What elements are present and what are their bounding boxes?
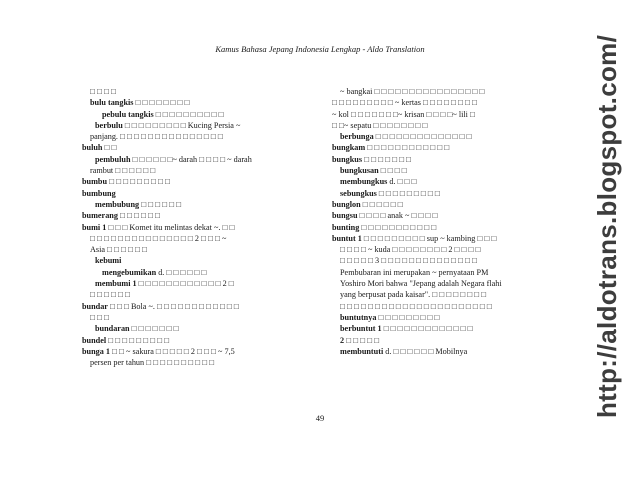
right-entry-line	[332, 154, 550, 165]
definition-text: □ □~ sepatu □ □ □ □ □ □ □ □	[332, 120, 428, 130]
right-entry-line	[332, 255, 550, 266]
definition-text: Yoshiro Mori bahwa "Jepang adalah Negara flahi	[340, 279, 502, 289]
definition-text: ~ bangkai □ □ □ □ □ □ □ □ □ □ □ □ □ □ □ □	[340, 87, 485, 96]
headword: mengebumikan	[102, 267, 157, 277]
definition-text: □ □ □ □ □ □	[139, 199, 182, 209]
definition-text: □ □ □ □ □ □ □	[362, 154, 412, 164]
definition-text: □ □ □ □ □ □ □ □ □ □ □	[359, 222, 437, 232]
left-entry-line	[82, 301, 322, 312]
left-entry-line	[82, 142, 322, 153]
definition-text: d. □ □ □	[387, 177, 417, 187]
definition-text: □ □ □ □ □ □ □ □ □ □	[153, 109, 224, 119]
right-entry-line	[332, 142, 550, 153]
definition-text: panjang. □ □ □ □ □ □ □ □ □ □ □ □ □ □ □	[90, 132, 223, 142]
definition-text: □ □ □ □ □ □ □ □ □	[376, 188, 440, 198]
headword: bumi 1	[82, 222, 107, 232]
definition-text: □ □ □ □ anak ~ □ □ □ □	[357, 211, 438, 221]
definition-text: □ □ □ □ □ □~ darah □ □ □ □ ~ darah	[130, 154, 252, 164]
left-entry-line	[82, 312, 322, 323]
headword: bunting	[332, 222, 360, 232]
right-entry-line	[332, 131, 550, 142]
definition-text: ~ kol □ □ □ □ □ □ □~ krisan □ □ □ □~ lili □	[332, 109, 475, 119]
right-entry-line	[332, 97, 550, 108]
definition-text: □ □ □ □ □ □ □ □ □ □ □ □	[365, 143, 450, 153]
headword: bungkus	[332, 154, 363, 164]
definition-text: □ □ □ □ □ □ □	[129, 324, 179, 334]
definition-text: □ □ □ □ □ □ □ □ □ □ □ □ □ □	[373, 132, 472, 142]
right-entry-line	[332, 323, 550, 334]
headword: bundar	[82, 301, 108, 311]
headword: bumbung	[82, 188, 116, 198]
left-entry-line	[82, 335, 322, 346]
page-number: 49	[315, 413, 325, 423]
headword: bungsu	[332, 211, 358, 221]
left-entry-line	[82, 199, 322, 210]
headword: membungkus	[340, 177, 388, 187]
definition-text: □ □ □ □ □	[344, 335, 380, 345]
right-entry-line	[332, 267, 550, 278]
definition-text: □ □ □ □ ~ kuda □ □ □ □ □ □ □ □ 2 □ □ □ □	[340, 245, 481, 255]
definition-text: □ □ □ □	[90, 87, 116, 96]
definition-text: persen per tahun □ □ □ □ □ □ □ □ □ □	[90, 358, 215, 368]
left-entry-line	[82, 222, 322, 233]
headword: buntut 1	[332, 233, 362, 243]
headword: bumerang	[82, 211, 118, 221]
definition-text: □ □ □ □ □ □	[117, 211, 160, 221]
left-entry-line	[82, 210, 322, 221]
definition-text: □ □ □ □ □ □ □ □ □ □ □ □ □ □ □ □ □ □ □ □ □ □	[340, 301, 492, 311]
definition-text: □ □ □ □ □ □ □ □ □	[107, 177, 170, 187]
left-entry-line	[82, 109, 322, 120]
definition-text: □ □ □ □ □ □ □ □ □ □ □ □ □	[381, 324, 473, 334]
left-entry-line	[82, 86, 322, 97]
definition-text: yang berpusat pada kaisar". □ □ □ □ □ □ □ □	[340, 290, 487, 300]
left-entry-line	[82, 97, 322, 108]
definition-text: □ □ □ □ □ □ □ □ □ ~ kertas □ □ □ □ □ □ □ □	[332, 98, 477, 108]
definition-text: rambut □ □ □ □ □ □	[90, 166, 156, 176]
headword: bundaran	[95, 324, 130, 334]
right-entry-line	[332, 278, 550, 289]
headword: buluh	[82, 143, 103, 153]
right-entry-line	[332, 199, 550, 210]
definition-text: Asia □ □ □ □ □ □	[90, 245, 147, 255]
headword: pebulu tangkis	[102, 109, 154, 119]
right-entry-line	[332, 335, 550, 346]
headword: membumi 1	[95, 279, 137, 289]
left-entry-line	[82, 346, 322, 357]
definition-text: □ □ □ □ □ □ □ □ □ □ □ □ □ □ □ 2 □ □ □ ~	[90, 233, 227, 243]
headword: membuntuti	[340, 346, 384, 356]
headword: bunglon	[332, 199, 361, 209]
definition-text: □ □	[102, 143, 117, 153]
right-entry-line	[332, 176, 550, 187]
blog-url-watermark: http://aldotrans.blogspot.com/	[592, 34, 622, 418]
right-entry-line	[332, 109, 550, 120]
running-header: Kamus Bahasa Jepang Indonesia Lengkap - Aldo Translation	[215, 44, 425, 54]
definition-text: □ □ □ □	[378, 166, 407, 176]
headword: membubung	[95, 199, 140, 209]
definition-text: □ □ □ □ □ □	[90, 290, 130, 300]
left-column	[82, 86, 322, 368]
right-entry-line	[332, 222, 550, 233]
left-entry-line	[82, 233, 322, 244]
definition-text: □ □ □ □ □ □ □ □ □	[376, 312, 440, 322]
left-entry-line	[82, 165, 322, 176]
definition-text: □ □ □ □ □ □ □ □	[133, 98, 190, 108]
definition-text: □ □ □ □ □ □	[360, 199, 403, 209]
right-entry-line	[332, 301, 550, 312]
right-entry-line	[332, 346, 550, 357]
right-entry-line	[332, 244, 550, 255]
left-entry-line	[82, 244, 322, 255]
left-entry-line	[82, 120, 322, 131]
left-entry-line	[82, 154, 322, 165]
headword: berbunga	[340, 132, 374, 142]
headword: bungkam	[332, 143, 366, 153]
left-entry-line	[82, 323, 322, 334]
right-entry-line	[332, 188, 550, 199]
headword: pembuluh	[95, 154, 131, 164]
headword: 2	[340, 335, 345, 345]
left-entry-line	[82, 357, 322, 368]
left-entry-line	[82, 176, 322, 187]
headword: bungkusan	[340, 166, 379, 176]
headword: bunga 1	[82, 346, 110, 356]
definition-text: □ □ ~ sakura □ □ □ □ □ 2 □ □ □ ~ 7,5	[110, 346, 235, 356]
headword: bulu tangkis	[90, 98, 134, 108]
headword: sebungkus	[340, 188, 377, 198]
right-entry-line	[332, 210, 550, 221]
definition-text: □ □ □	[90, 312, 109, 322]
right-entry-line	[332, 233, 550, 244]
right-entry-line	[332, 165, 550, 176]
left-entry-line	[82, 278, 322, 289]
definition-text: d. □ □ □ □ □ □ Mobilnya	[383, 346, 468, 356]
right-entry-line	[332, 120, 550, 131]
headword: bundel	[82, 335, 107, 345]
definition-text: □ □ □ □ □ □ □ □ □ □ □ □ 2 □	[136, 279, 234, 289]
right-entry-line	[332, 312, 550, 323]
right-entry-line	[332, 289, 550, 300]
left-entry-line	[82, 188, 322, 199]
headword: berbuntut 1	[340, 324, 382, 334]
left-entry-line	[82, 131, 322, 142]
definition-text: □ □ □ □ □ □ □ □ □	[106, 335, 170, 345]
left-entry-line	[82, 289, 322, 300]
headword: bumbu	[82, 177, 108, 187]
definition-text: d. □ □ □ □ □ □	[156, 267, 207, 277]
headword: kebumi	[95, 256, 122, 266]
left-entry-line	[82, 267, 322, 278]
headword: buntutnya	[340, 312, 377, 322]
definition-text: □ □ □ □ □ 3 □ □ □ □ □ □ □ □ □ □ □ □ □ □	[340, 256, 477, 266]
definition-text: Pembubaran ini merupakan ~ pernyataan PM	[340, 267, 489, 277]
headword: berbulu	[95, 120, 123, 130]
definition-text: □ □ □ □ □ □ □ □ □ sup ~ kambing □ □ □	[361, 233, 497, 243]
left-entry-line	[82, 255, 322, 266]
right-entry-line	[332, 86, 550, 97]
definition-text: □ □ □ Bola ~. □ □ □ □ □ □ □ □ □ □ □ □	[107, 301, 239, 311]
definition-text: □ □ □ □ □ □ □ □ □ Kucing Persia ~	[122, 120, 241, 130]
definition-text: □ □ □ Komet itu melintas dekat ~. □ □	[106, 222, 235, 232]
right-column	[332, 86, 550, 357]
